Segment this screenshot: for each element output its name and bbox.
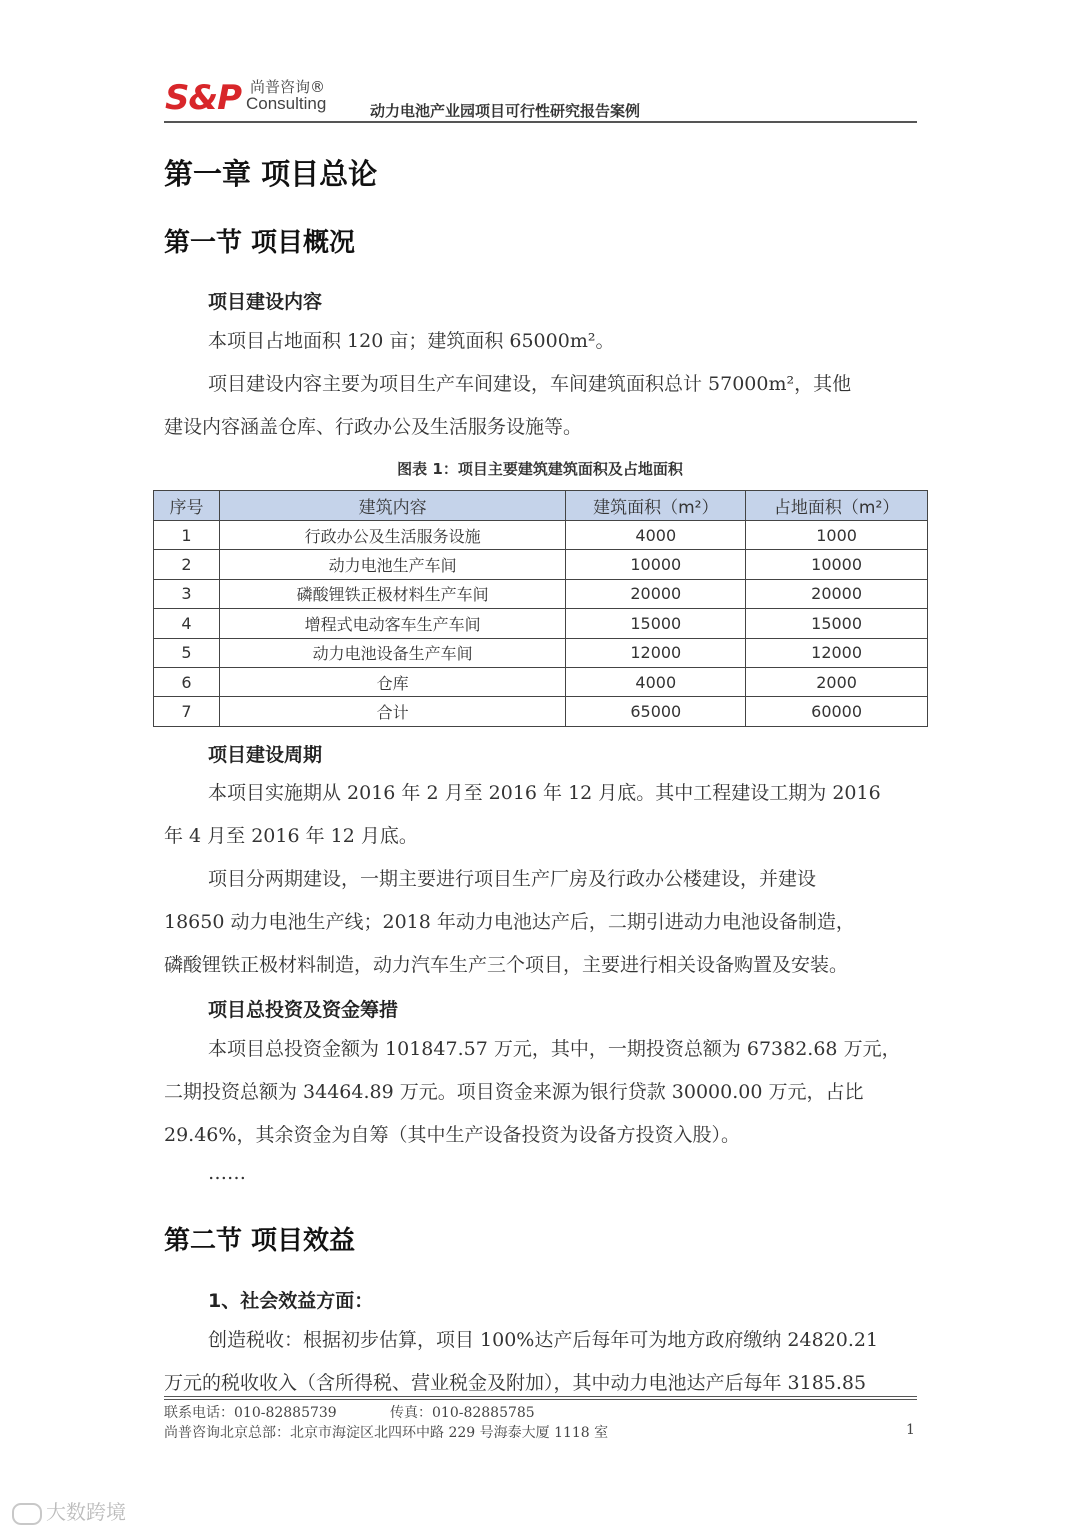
footer-fax: 传真：010-82885785 (390, 1405, 535, 1421)
period-heading: 项目建设周期 (208, 744, 323, 766)
building-area-table (153, 490, 928, 727)
period-paragraph-2-line-3: 磷酸锂铁正极材料制造，动力汽车生产三个项目，主要进行相关设备购置及安装。 (164, 954, 849, 976)
footer-divider (164, 1396, 917, 1397)
table-header-cell: 序号 (154, 491, 220, 521)
table-cell: 20000 (746, 579, 928, 608)
investment-paragraph-line-3: 29.46%，其余资金为自筹（其中生产设备投资为设备方投资入股）。 (164, 1124, 740, 1146)
chapter-title: 第一章 项目总论 (164, 157, 378, 191)
table-header-cell: 占地面积（m²） (746, 491, 928, 521)
logo-english-name: Consulting (246, 94, 327, 113)
table-cell: 3 (154, 579, 220, 608)
table-row (154, 697, 928, 726)
table-cell: 65000 (566, 697, 746, 726)
table-cell: 20000 (566, 579, 746, 608)
period-paragraph-2-line-2: 18650 动力电池生产线；2018 年动力电池达产后，二期引进动力电池设备制造， (164, 911, 855, 933)
section1-title: 第一节 项目概况 (164, 228, 356, 258)
table-cell: 磷酸锂铁正极材料生产车间 (219, 579, 565, 608)
benefit-paragraph-line-2: 万元的税收收入（含所得税、营业税金及附加），其中动力电池达产后每年 3185.85 (164, 1372, 867, 1394)
table-row (154, 638, 928, 667)
table-row (154, 667, 928, 696)
watermark-text: 大数跨境 (46, 1500, 126, 1524)
table-header-cell: 建筑内容 (219, 491, 565, 521)
page-number: 1 (906, 1422, 915, 1438)
footer-phone: 联系电话：010-82885739 (164, 1405, 337, 1421)
table-cell: 动力电池设备生产车间 (219, 638, 565, 667)
table-cell: 1000 (746, 521, 928, 550)
logo-mark: S&P (165, 78, 242, 118)
construction-heading: 项目建设内容 (208, 291, 323, 313)
table-cell: 5 (154, 638, 220, 667)
table-cell: 4 (154, 609, 220, 638)
benefit-paragraph-line-1: 创造税收：根据初步估算，项目 100%达产后每年可为地方政府缴纳 24820.21 (208, 1329, 879, 1351)
table-cell: 仓库 (219, 667, 565, 696)
table-row (154, 579, 928, 608)
construction-paragraph-2-line-2: 建设内容涵盖仓库、行政办公及生活服务设施等。 (164, 416, 583, 438)
table-cell: 7 (154, 697, 220, 726)
period-paragraph-1-line-2: 年 4 月至 2016 年 12 月底。 (164, 825, 418, 847)
table-cell: 15000 (566, 609, 746, 638)
table-cell: 60000 (746, 697, 928, 726)
table-cell: 2 (154, 550, 220, 579)
section2-title: 第二节 项目效益 (164, 1226, 356, 1256)
table-caption: 图表 1：项目主要建筑建筑面积及占地面积 (397, 460, 683, 478)
table-cell: 行政办公及生活服务设施 (219, 521, 565, 550)
table-cell: 6 (154, 667, 220, 696)
table-cell: 12000 (566, 638, 746, 667)
footer-address: 尚普咨询北京总部：北京市海淀区北四环中路 229 号海泰大厦 1118 室 (164, 1425, 609, 1441)
period-paragraph-2-line-1: 项目分两期建设，一期主要进行项目生产厂房及行政办公楼建设，并建设 (208, 868, 817, 890)
table-row (154, 521, 928, 550)
table-row (154, 550, 928, 579)
investment-paragraph-line-1: 本项目总投资金额为 101847.57 万元，其中，一期投资总额为 67382.68 万元， (208, 1038, 901, 1060)
table-cell: 2000 (746, 667, 928, 696)
footer-divider (164, 1399, 917, 1400)
table-header-cell: 建筑面积（m²） (566, 491, 746, 521)
investment-heading: 项目总投资及资金筹措 (208, 999, 399, 1021)
social-benefit-heading: 1、社会效益方面： (208, 1290, 374, 1312)
table-cell: 12000 (746, 638, 928, 667)
watermark (12, 1496, 126, 1525)
table-cell: 10000 (566, 550, 746, 579)
header-divider (164, 121, 917, 123)
table-header-row (154, 491, 928, 521)
header-title: 动力电池产业园项目可行性研究报告案例 (370, 102, 641, 120)
table-cell: 动力电池生产车间 (219, 550, 565, 579)
investment-paragraph-line-2: 二期投资总额为 34464.89 万元。项目资金来源为银行贷款 30000.00 万元，占比 (164, 1081, 864, 1103)
table-cell: 4000 (566, 521, 746, 550)
table-cell: 1 (154, 521, 220, 550)
construction-paragraph-1: 本项目占地面积 120 亩；建筑面积 65000m²。 (208, 330, 615, 352)
table-cell: 4000 (566, 667, 746, 696)
table-cell: 15000 (746, 609, 928, 638)
logo-chinese-name: 尚普咨询® (250, 78, 326, 96)
table-row (154, 609, 928, 638)
construction-paragraph-2-line-1: 项目建设内容主要为项目生产车间建设，车间建筑面积总计 57000m²，其他 (208, 373, 852, 395)
table-cell: 增程式电动客车生产车间 (219, 609, 565, 638)
table-cell: 10000 (746, 550, 928, 579)
table-cell: 合计 (219, 697, 565, 726)
ellipsis: …… (208, 1162, 246, 1184)
watermark-logo-icon (12, 1503, 42, 1525)
period-paragraph-1-line-1: 本项目实施期从 2016 年 2 月至 2016 年 12 月底。其中工程建设工期为 2016 (208, 782, 881, 804)
